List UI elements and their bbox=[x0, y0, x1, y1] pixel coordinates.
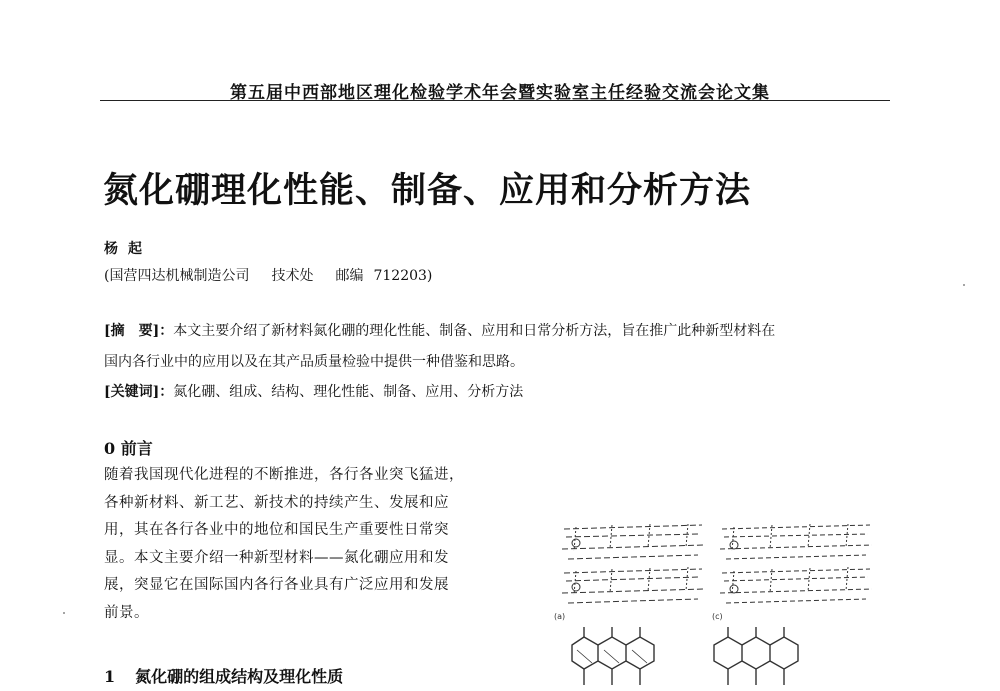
bn-structure-figure bbox=[552, 515, 887, 687]
affiliation-close-paren: ) bbox=[426, 268, 433, 284]
bn-structure-drawing bbox=[552, 515, 887, 687]
body-line: 各种新材料、新工艺、新技术的持续产生、发展和应 bbox=[104, 494, 449, 511]
scan-speck bbox=[63, 612, 65, 614]
journal-header: 第五届中西部地区理化检验学术年会暨实验室主任经验交流会论文集 bbox=[230, 83, 770, 103]
postcode: 712203 bbox=[373, 268, 427, 284]
figure-label-a: (a) bbox=[554, 612, 566, 621]
section-1-number: 1 bbox=[104, 667, 116, 686]
body-line: 用，其在各行各业中的地位和国民生产重要性日常突 bbox=[104, 522, 449, 539]
abstract-line-1 bbox=[104, 320, 775, 340]
keywords-label: [关键词]： bbox=[104, 384, 174, 400]
hexagonal-lattice-a bbox=[572, 627, 654, 685]
abstract-line-2: 国内各行业中的应用以及在其产品质量检验中提供一种借鉴和思路。 bbox=[104, 354, 524, 370]
abstract-label: [摘 要]： bbox=[104, 323, 174, 339]
abstract-text-1: 本文主要介绍了新材料氮化硼的理化性能、制备、应用和日常分析方法，旨在推广此种新型材料在 bbox=[173, 323, 776, 339]
affiliation-open-paren: ( bbox=[104, 268, 110, 284]
section-1-title: 氮化硼的组成结构及理化性质 bbox=[135, 667, 344, 686]
keywords-line bbox=[104, 381, 523, 401]
section-0-body bbox=[104, 462, 464, 628]
keywords-text: 氮化硼、组成、结构、理化性能、制备、应用、分析方法 bbox=[173, 384, 524, 400]
header-rule bbox=[100, 100, 890, 101]
paper-title: 氮化硼理化性能、制备、应用和分析方法 bbox=[103, 171, 752, 211]
affiliation-dept: 技术处 bbox=[271, 268, 314, 284]
postcode-label: 邮编 bbox=[335, 268, 364, 284]
layered-structure-a bbox=[562, 524, 704, 603]
figure-label-c: (c) bbox=[712, 612, 723, 621]
hexagonal-lattice-c bbox=[714, 627, 798, 685]
body-line: 显。本文主要介绍一种新型材料——氮化硼应用和发 bbox=[104, 549, 449, 566]
author-name: 杨起 bbox=[104, 241, 152, 257]
body-line: 前景。 bbox=[104, 604, 149, 621]
scan-speck bbox=[963, 284, 965, 286]
body-line: 随着我国现代化进程的不断推进，各行各业突飞猛进， bbox=[104, 467, 464, 483]
section-1-heading bbox=[104, 664, 343, 687]
section-0-heading: 0 前言 bbox=[104, 439, 153, 458]
affiliation bbox=[104, 265, 432, 285]
body-line: 展，突显它在国际国内各行各业具有广泛应用和发展 bbox=[104, 577, 449, 594]
layered-structure-c bbox=[720, 524, 872, 603]
affiliation-company: 国营四达机械制造公司 bbox=[109, 268, 250, 284]
